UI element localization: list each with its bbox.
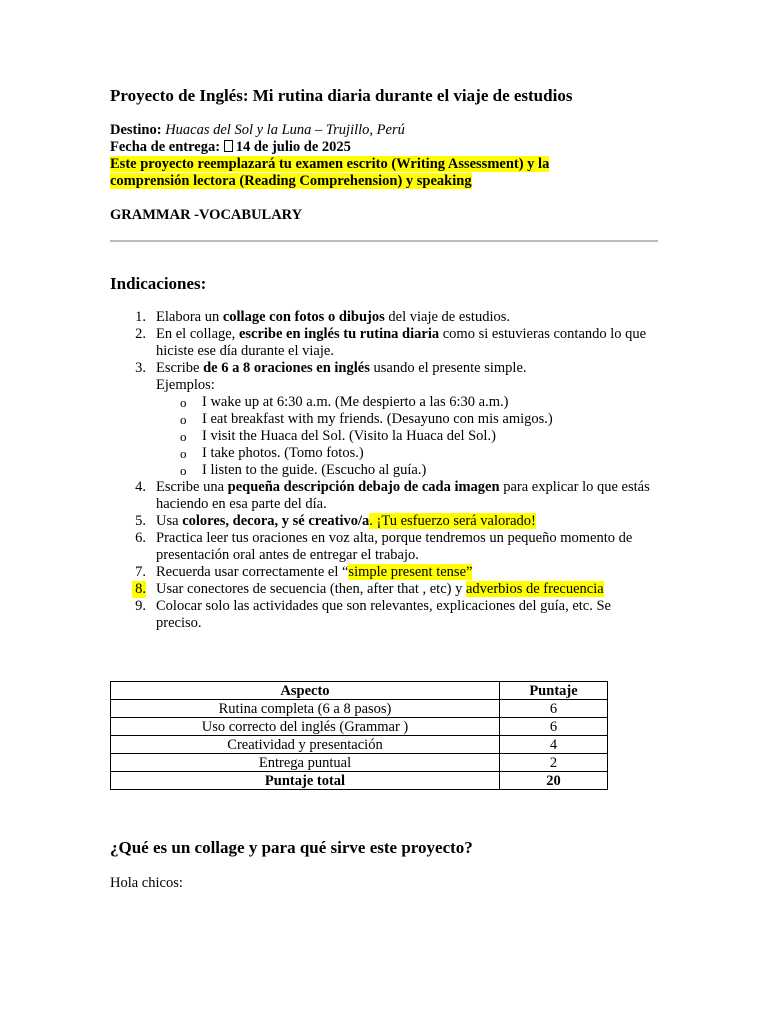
list-item <box>110 513 658 530</box>
grammar-vocabulary-label: GRAMMAR -VOCABULARY <box>110 207 303 223</box>
total-label: Puntaje total <box>111 772 500 790</box>
aspecto-cell: Creatividad y presentación <box>111 736 500 754</box>
list-item <box>110 598 658 632</box>
notice-line-2: comprensión lectora (Reading Comprehension) y speaking <box>110 173 472 189</box>
instructions-list <box>110 309 658 632</box>
list-item-number: 1. <box>135 309 146 325</box>
scoring-table <box>110 681 608 790</box>
list-item <box>110 564 658 581</box>
examples-list <box>156 394 658 479</box>
list-item-text: Usa <box>156 513 183 529</box>
notice <box>110 156 549 190</box>
list-item-number: 9. <box>135 598 146 614</box>
destino-value: Huacas del Sol y la Luna – Trujillo, Perú <box>165 122 405 138</box>
list-item <box>110 479 658 513</box>
list-item-number: 5. <box>135 513 146 529</box>
calendar-icon <box>224 140 233 152</box>
puntaje-cell: 2 <box>500 754 608 772</box>
list-item-text: Recuerda usar correctamente el “ <box>156 564 349 580</box>
document-title: Proyecto de Inglés: Mi rutina diaria durante el viaje de estudios <box>110 86 573 105</box>
list-item-text: escribe en inglés tu rutina diaria <box>238 326 440 342</box>
list-item-text: como si estuvieras contando lo que hiciste ese día durante el viaje. <box>156 326 647 359</box>
list-item-text: Escribe una <box>156 479 228 495</box>
example-item <box>110 445 658 462</box>
collage-heading: ¿Qué es un collage y para qué sirve este proyecto? <box>110 838 473 857</box>
horizontal-divider <box>110 240 658 242</box>
table-row <box>111 736 608 754</box>
fecha-label: Fecha de entrega: <box>110 139 221 155</box>
indicaciones-heading: Indicaciones: <box>110 274 207 293</box>
column-header-aspecto: Aspecto <box>111 682 500 700</box>
list-item <box>110 530 658 564</box>
list-item-text: pequeña descripción debajo de cada imagen <box>227 479 500 495</box>
ejemplos-label: Ejemplos: <box>156 377 215 393</box>
list-item-text: Usar conectores de secuencia (then, after that , etc) y <box>156 581 466 597</box>
bullet-icon: o <box>180 463 187 478</box>
list-item-text: . ¡Tu esfuerzo será valorado! <box>369 513 536 529</box>
destino-line <box>110 122 405 139</box>
table-header-row <box>111 682 608 700</box>
aspecto-cell: Rutina completa (6 a 8 pasos) <box>111 700 500 718</box>
list-item-text: de 6 a 8 oraciones en inglés <box>203 360 370 376</box>
list-item-text: Practica leer tus oraciones en voz alta, porque tendremos un pequeño momento de presentación oral antes de entregar el trabajo. <box>156 530 633 563</box>
column-header-puntaje: Puntaje <box>500 682 608 700</box>
list-item-number: 3. <box>135 360 146 376</box>
aspecto-cell: Entrega puntual <box>111 754 500 772</box>
table-row <box>111 718 608 736</box>
list-item-number: 2. <box>135 326 146 342</box>
list-item-text: collage con fotos o dibujos <box>222 309 385 325</box>
example-text: I listen to the guide. (Escucho al guía.) <box>202 462 427 478</box>
list-item-text: Elabora un <box>156 309 223 325</box>
example-item <box>110 411 658 428</box>
list-item-text: En el collage, <box>156 326 239 342</box>
list-item-text: adverbios de frecuencia <box>465 581 604 597</box>
list-item-text: colores, decora, y sé creativo/a <box>182 513 370 529</box>
notice-line-1: Este proyecto reemplazará tu examen escrito (Writing Assessment) y la <box>110 156 550 172</box>
list-item <box>110 360 658 479</box>
list-item-number: 6. <box>135 530 146 546</box>
example-text: I visit the Huaca del Sol. (Visito la Huaca del Sol.) <box>202 428 496 444</box>
table-total-row <box>111 772 608 790</box>
puntaje-cell: 6 <box>500 718 608 736</box>
greeting: Hola chicos: <box>110 875 183 891</box>
list-item-text: del viaje de estudios. <box>384 309 510 325</box>
aspecto-cell: Uso correcto del inglés (Grammar ) <box>111 718 500 736</box>
table-row <box>111 754 608 772</box>
list-item <box>110 326 658 360</box>
list-item-text: Escribe <box>156 360 204 376</box>
list-item-text: para explicar lo que estás haciendo en esa parte del día. <box>156 479 650 512</box>
list-item-text: usando el presente simple. <box>369 360 527 376</box>
total-value: 20 <box>500 772 608 790</box>
example-text: I take photos. (Tomo fotos.) <box>202 445 364 461</box>
destino-label: Destino: <box>110 122 162 138</box>
example-text: I eat breakfast with my friends. (Desayuno con mis amigos.) <box>202 411 553 427</box>
list-item-text: Colocar solo las actividades que son relevantes, explicaciones del guía, etc. Se preciso. <box>156 598 611 631</box>
fecha-value: 14 de julio de 2025 <box>235 139 351 155</box>
list-item <box>110 309 658 326</box>
puntaje-cell: 4 <box>500 736 608 754</box>
bullet-icon: o <box>180 446 187 461</box>
fecha-line <box>110 139 351 156</box>
bullet-icon: o <box>180 429 187 444</box>
example-item <box>110 462 658 479</box>
bullet-icon: o <box>180 395 187 410</box>
example-item <box>110 394 658 411</box>
puntaje-cell: 6 <box>500 700 608 718</box>
list-item <box>110 581 658 598</box>
example-text: I wake up at 6:30 a.m. (Me despierto a las 6:30 a.m.) <box>202 394 509 410</box>
bullet-icon: o <box>180 412 187 427</box>
table-row <box>111 700 608 718</box>
list-item-text: simple present tense” <box>348 564 473 580</box>
list-item-number: 7. <box>135 564 146 580</box>
example-item <box>110 428 658 445</box>
list-item-number: 4. <box>135 479 146 495</box>
list-item-number: 8. <box>132 581 146 598</box>
